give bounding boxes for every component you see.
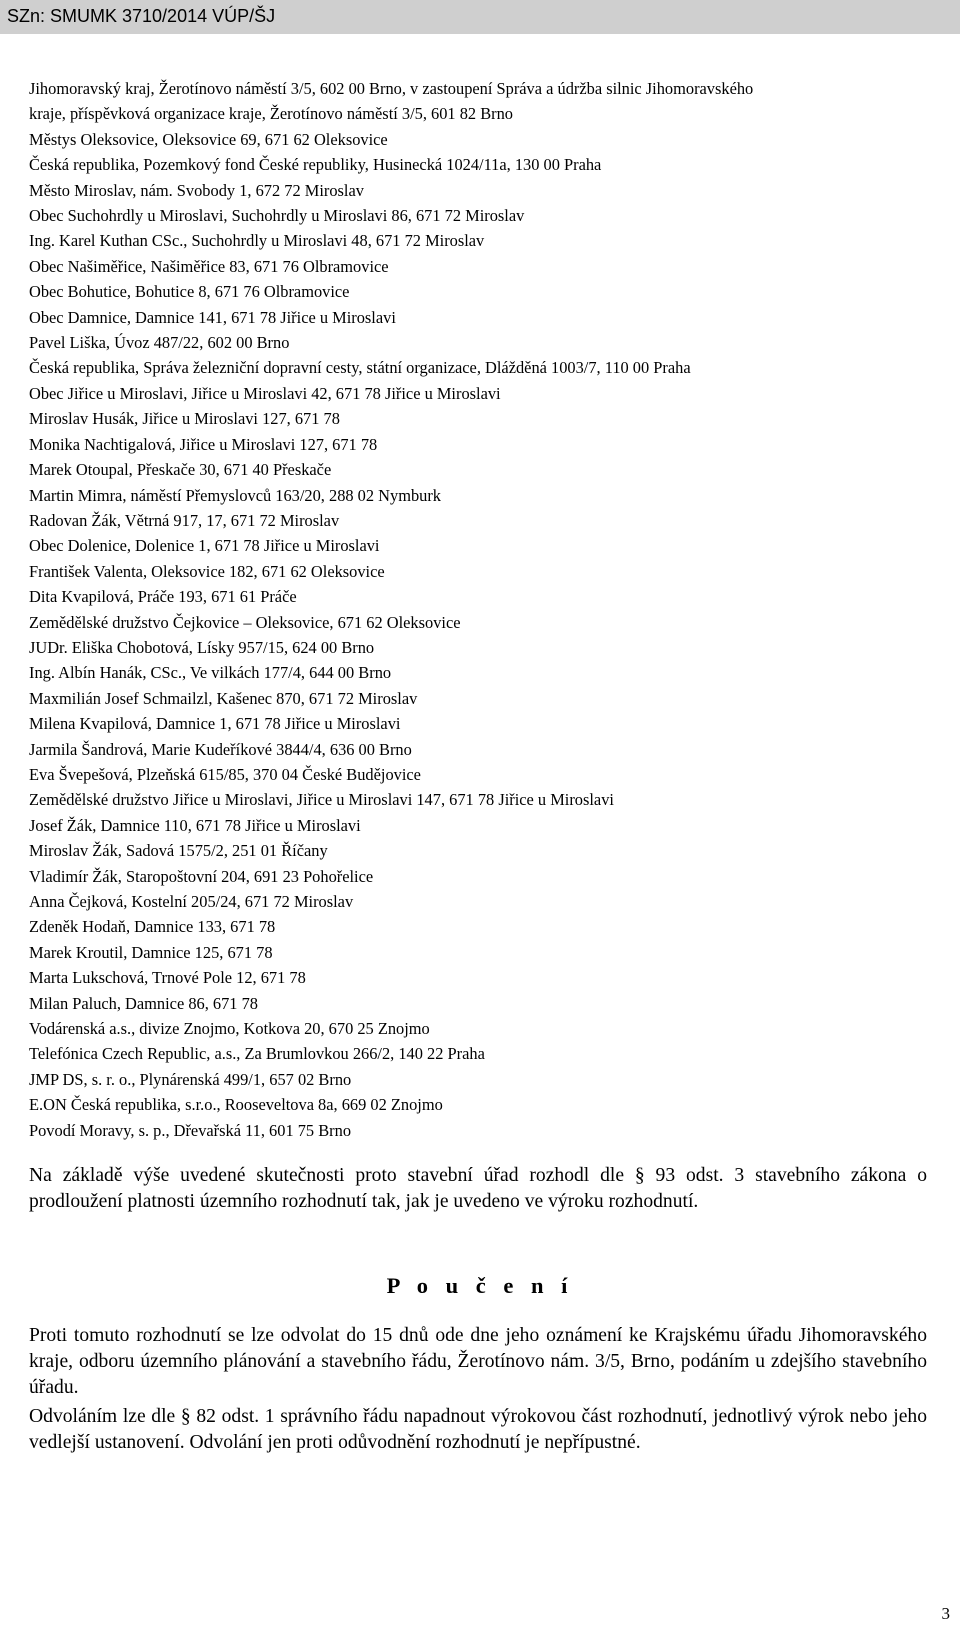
party-entry: Zdeněk Hodaň, Damnice 133, 671 78 [29,917,276,937]
party-entry: Povodí Moravy, s. p., Dřevařská 11, 601 75 Brno [29,1120,352,1140]
instruction-heading: P o u č e n í [386,1273,574,1298]
party-entry: JMP DS, s. r. o., Plynárenská 499/1, 657 02 Brno [29,1069,352,1089]
party-entry: Obec Jiřice u Miroslavi, Jiřice u Miroslavi 42, 671 78 Jiřice u Miroslavi [29,383,501,403]
party-entry: Eva Švepešová, Plzeňská 615/85, 370 04 České Budějovice [29,764,421,784]
party-entry: Telefónica Czech Republic, a.s., Za Brumlovkou 266/2, 140 22 Praha [29,1044,485,1064]
party-entry: Městys Oleksovice, Oleksovice 69, 671 62 Oleksovice [29,129,388,149]
party-entry: Zemědělské družstvo Čejkovice – Oleksovice, 671 62 Oleksovice [29,612,461,632]
party-entry: Anna Čejková, Kostelní 205/24, 671 72 Miroslav [29,892,354,911]
party-entry: Jihomoravský kraj, Žerotínovo náměstí 3/5, 602 00 Brno, v zastoupení Správa a údržba silnic Jihomoravského [29,79,754,98]
parties-list [29,76,949,1143]
party-entry: Obec Dolenice, Dolenice 1, 671 78 Jiřice u Miroslavi [29,536,380,556]
party-entry: Martin Mimra, náměstí Přemyslovců 163/20, 288 02 Nymburk [29,485,441,505]
party-entry: Česká republika, Správa železniční dopravní cesty, státní organizace, Dlážděná 1003/7, 110 00 Praha [29,358,691,378]
party-entry: Radovan Žák, Větrná 917, 17, 671 72 Miroslav [29,510,340,530]
decision-paragraph: Na základě výše uvedené skutečnosti proto stavební úřad rozhodl dle § 93 odst. 3 stavebního zákona o prodloužení platnosti územního rozhodnutí tak, jak je uvedeno ve výroku rozhodnutí. [29,1165,927,1212]
party-entry: Milan Paluch, Damnice 86, 671 78 [29,993,258,1013]
party-entry: Pavel Liška, Úvoz 487/22, 602 00 Brno [29,333,290,353]
document-reference: SZn: SMUMK 3710/2014 VÚP/ŠJ [7,6,276,26]
party-entry: Maxmilián Josef Schmailzl, Kašenec 870, 671 72 Miroslav [29,688,418,708]
party-entry: Obec Bohutice, Bohutice 8, 671 76 Olbramovice [29,282,350,302]
party-entry: Obec Damnice, Damnice 141, 671 78 Jiřice u Miroslavi [29,307,396,327]
party-entry: Zemědělské družstvo Jiřice u Miroslavi, Jiřice u Miroslavi 147, 671 78 Jiřice u Miroslavi [29,790,614,810]
party-entry: Monika Nachtigalová, Jiřice u Miroslavi 127, 671 78 [29,434,378,454]
appeal-scope-paragraph: Odvoláním lze dle § 82 odst. 1 správního řádu napadnout výrokovou část rozhodnutí, jednotlivý výrok nebo jeho vedlejší ustanovení. Odvolání jen proti odůvodnění rozhodnutí je nepřípustné. [29,1406,927,1453]
party-entry: Obec Našiměřice, Našiměřice 83, 671 76 Olbramovice [29,256,389,276]
party-entry: Jarmila Šandrová, Marie Kudeříkové 3844/4, 636 00 Brno [29,739,412,759]
party-entry: Miroslav Žák, Sadová 1575/2, 251 01 Říčany [29,841,328,861]
party-entry: Miroslav Husák, Jiřice u Miroslavi 127, 671 78 [29,409,340,429]
party-entry: E.ON Česká republika, s.r.o., Rooseveltova 8a, 669 02 Znojmo [29,1095,443,1115]
page-header [0,0,960,34]
party-entry: JUDr. Eliška Chobotová, Lísky 957/15, 624 00 Brno [29,637,375,657]
party-entry: Ing. Albín Hanák, CSc., Ve vilkách 177/4, 644 00 Brno [29,663,392,683]
appeal-paragraph: Proti tomuto rozhodnutí se lze odvolat do 15 dnů ode dne jeho oznámení ke Krajskému úřadu Jihomoravského kraje, odboru územního plánování a stavebního řádu, Žerotínovo nám. 3/5, Brno, podáním u zdejšího stavebního úřadu. [29,1325,927,1398]
party-entry: Česká republika, Pozemkový fond České republiky, Husinecká 1024/11a, 130 00 Praha [29,155,602,175]
party-entry: Obec Suchohrdly u Miroslavi, Suchohrdly u Miroslavi 86, 671 72 Miroslav [29,206,525,226]
party-entry: Marta Lukschová, Trnové Pole 12, 671 78 [29,968,306,988]
party-entry: Dita Kvapilová, Práče 193, 671 61 Práče [29,587,297,607]
party-entry: kraje, příspěvková organizace kraje, Žerotínovo náměstí 3/5, 601 82 Brno [29,104,513,124]
party-entry: Milena Kvapilová, Damnice 1, 671 78 Jiřice u Miroslavi [29,714,401,734]
party-entry: Město Miroslav, nám. Svobody 1, 672 72 Miroslav [29,180,364,200]
party-entry: Vladimír Žák, Staropoštovní 204, 691 23 Pohořelice [29,866,374,886]
party-entry: Marek Kroutil, Damnice 125, 671 78 [29,942,273,962]
party-entry: Marek Otoupal, Přeskače 30, 671 40 Přeskače [29,460,332,480]
party-entry: Ing. Karel Kuthan CSc., Suchohrdly u Miroslavi 48, 671 72 Miroslav [29,231,485,251]
party-entry: Vodárenská a.s., divize Znojmo, Kotkova 20, 670 25 Znojmo [29,1019,430,1039]
party-entry: Josef Žák, Damnice 110, 671 78 Jiřice u Miroslavi [29,815,361,835]
party-entry: František Valenta, Oleksovice 182, 671 62 Oleksovice [29,561,385,581]
page-number: 3 [941,1604,950,1623]
